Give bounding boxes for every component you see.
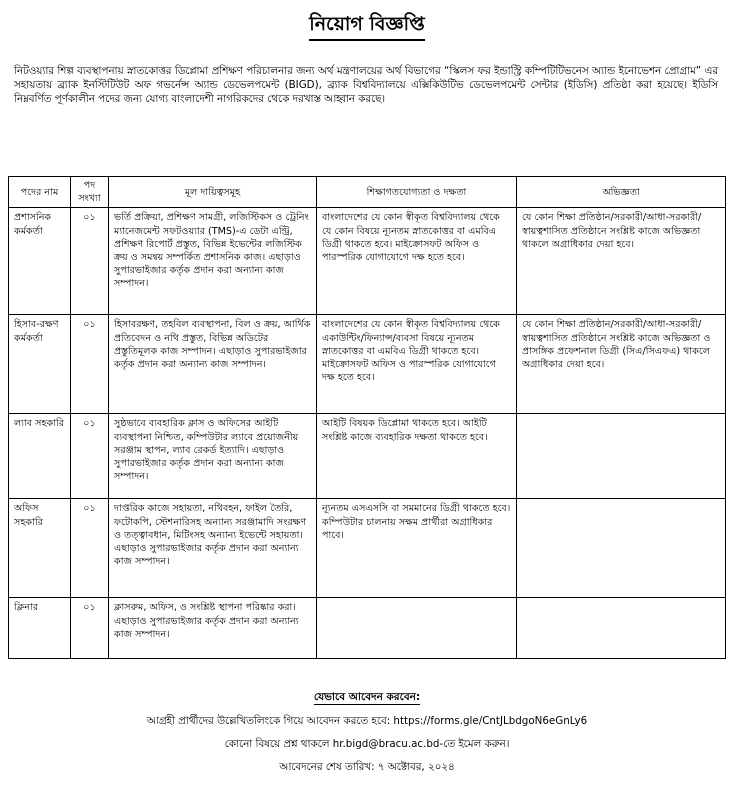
cell-count: ০১	[71, 499, 109, 598]
header-post: পদের নাম	[9, 177, 71, 208]
apply-deadline: আবেদনের শেষ তারিখ: ৭ অক্টোবর, ২০২৪	[279, 761, 455, 773]
apply-email-line: কোনো বিষয়ে প্রশ্ন থাকলে hr.bigd@bracu.ac.bd-তে ইমেল করুন।	[224, 738, 510, 750]
cell-experience	[517, 598, 726, 659]
table-row	[9, 499, 726, 598]
cell-count: ০১	[71, 414, 109, 499]
table-row	[9, 315, 726, 414]
cell-qualification	[317, 598, 517, 659]
cell-post: অফিস সহকারি	[9, 499, 71, 598]
cell-qualification: বাংলাদেশের যে কোন স্বীকৃত বিশ্ববিদ্যালয় থেকে যে কোন বিষয়ে ন্যূনতম স্নাতকোত্তর বা এমবিএ ডিগ্রী থাকতে হবে। মাইক্রোসফট অফিস ও পারস্পরিক যোগাযোগে দক্ষ হতে হবে।	[317, 208, 517, 315]
cell-experience	[517, 414, 726, 499]
header-qualification: শিক্ষাগতযোগ্যতা ও দক্ষতা	[317, 177, 517, 208]
cell-duties: দাপ্তরিক কাজে সহায়তা, নথিবহন, ফাইল তৈরি, ফটোকপি, স্টেশনারিসহ অন্যান্য সরঞ্জামাদি সংরক্ষণ ও তত্ত্বাবধান, মিটিংসহ অন্যান্য ইভেন্টে সহায়তা। এছাড়াও সুপারভাইজার কর্তৃক প্রদান করা অন্যান্য কাজ সম্পাদন।	[109, 499, 317, 598]
cell-duties: ভর্তি প্রক্রিয়া, প্রশিক্ষণ সামগ্রী, লজিস্টিকস ও ট্রেনিং ম্যানেজমেন্ট সফটওয়্যার (TMS)-এ ডেটা এন্ট্রি, প্রশিক্ষণ রিপোর্ট প্রস্তুত, বিভিন্ন ইভেন্টের লজিস্টিক ক্রয় ও সমন্বয় সম্পর্কিত প্রশাসনিক কাজ। এছাড়াও সুপারভাইজার কর্তৃক প্রদান করা অন্যান্য কাজ সম্পাদন।	[109, 208, 317, 315]
cell-qualification: বাংলাদেশের যে কোন স্বীকৃত বিশ্ববিদ্যালয় থেকে একাউন্টিং/ফিন্যান্স/ব্যবসা বিষয়ে ন্যূনতম স্নাতকোত্তর বা এমবিএ ডিগ্রী থাকতে হবে। মাইক্রোসফট অফিস ও পারস্পরিক যোগাযোগে দক্ষ হতে হবে।	[317, 315, 517, 414]
title-area	[0, 12, 734, 41]
notice-title: নিয়োগ বিজ্ঞপ্তি	[309, 12, 424, 41]
cell-experience	[517, 499, 726, 598]
cell-qualification: ন্যূনতম এসএসসি বা সমমানের ডিগ্রী থাকতে হবে। কম্পিউটার চালনায় সক্ষম প্রার্থীরা অগ্রাধিকার পাবে।	[317, 499, 517, 598]
cell-count: ০১	[71, 598, 109, 659]
positions-table	[8, 176, 726, 659]
table-header-row	[9, 177, 726, 208]
cell-count: ০১	[71, 208, 109, 315]
intro-paragraph: নিটওয়্যার শিল্প ব্যবস্থাপনায় স্নাতকোত্তর ডিপ্লোমা প্রশিক্ষণ পরিচালনার জন্য অর্থ মন্ত্রণালয়ের অর্থ বিভাগের “স্কিলস ফর ইন্ডাস্ট্রি কম্পিটিটিভনেস অ্যান্ড ইনোভেশন প্রোগ্রাম” এর সহায়তায় ব্র্যাক ইনস্টিটিউট অফ গভর্নেন্স অ্যান্ড ডেভেলপমেন্ট (BIGD), ব্র্যাক বিশ্ববিদ্যালয়ে এক্সিকিউটিভ ডেভেলপমেন্ট সেন্টার (ইডিসি) প্রতিষ্ঠা করা হয়েছে। ইডিসি নিম্নবর্ণিত পূর্ণকালীন পদের জন্য যোগ্য বাংলাদেশী নাগরিকদের থেকে দরখাস্ত আহ্বান করছে।	[14, 65, 718, 105]
cell-post: ক্লিনার	[9, 598, 71, 659]
cell-duties: হিসাবরক্ষণ, তহবিল ব্যবস্থাপনা, বিল ও ক্রয়, আর্থিক প্রতিবেদন ও নথি প্রস্তুত, বিভিন্ন অডিটের প্রস্তুতিমূলক কাজ সম্পাদন। এছাড়াও সুপারভাইজার কর্তৃক প্রদান করা অন্যান্য কাজ সম্পাদন।	[109, 315, 317, 414]
header-duties: মূল দায়িত্বসমূহ	[109, 177, 317, 208]
cell-count: ০১	[71, 315, 109, 414]
apply-heading: যেভাবে আবেদন করবেন:	[313, 691, 421, 703]
table-row	[9, 414, 726, 499]
cell-post: প্রশাসনিক কর্মকর্তা	[9, 208, 71, 315]
table-row	[9, 208, 726, 315]
cell-experience: যে কোন শিক্ষা প্রতিষ্ঠান/সরকারী/আধা-সরকারী/স্বায়ত্বশাসিত প্রতিষ্ঠানে সংশ্লিষ্ট কাজে অভিজ্ঞতা ও প্রাসঙ্গিক প্রফেশনাল ডিগ্রী (সিএ/সিএফএ) থাকলে অগ্রাধিকার দেয়া হবে।	[517, 315, 726, 414]
cell-duties: ক্লাসরুম, অফিস, ও সংশ্লিষ্ট স্থাপনা পরিষ্কার করা। এছাড়াও সুপারভাইজার কর্তৃক প্রদান করা অন্যান্য কাজ সম্পাদন।	[109, 598, 317, 659]
cell-qualification: আইটি বিষয়ক ডিপ্লোমা থাকতে হবে। আইটি সংশ্লিষ্ট কাজে ব্যবহারিক দক্ষতা থাকতে হবে।	[317, 414, 517, 499]
table-row	[9, 598, 726, 659]
apply-link-line: আগ্রহী প্রার্থীদের উল্লেখিতলিংকে গিয়ে আবেদন করতে হবে: https://forms.gle/CntJLbdgoN6eGnLy6	[146, 715, 588, 727]
header-experience: অভিজ্ঞতা	[517, 177, 726, 208]
cell-duties: সুষ্ঠভাবে ব্যবহারিক ক্লাস ও অফিসের আইটি ব্যবস্থাপনা নিশ্চিত, কম্পিউটার ল্যাবে প্রয়োজনীয় সরঞ্জাম স্থাপন, ল্যাব রেকর্ড ইত্যাদি। এছাড়াও সুপারভাইজার কর্তৃক প্রদান করা অন্যান্য কাজ সম্পাদন।	[109, 414, 317, 499]
cell-post: হিসাব-রক্ষণ কর্মকর্তা	[9, 315, 71, 414]
apply-heading-area	[0, 690, 734, 707]
cell-post: ল্যাব সহকারি	[9, 414, 71, 499]
header-count: পদ সংখ্যা	[71, 177, 109, 208]
cell-experience: যে কোন শিক্ষা প্রতিষ্ঠান/সরকারী/আধা-সরকারী/স্বায়ত্বশাসিত প্রতিষ্ঠানে সংশ্লিষ্ট কাজে অভিজ্ঞতা থাকলে অগ্রাধিকার দেয়া হবে।	[517, 208, 726, 315]
